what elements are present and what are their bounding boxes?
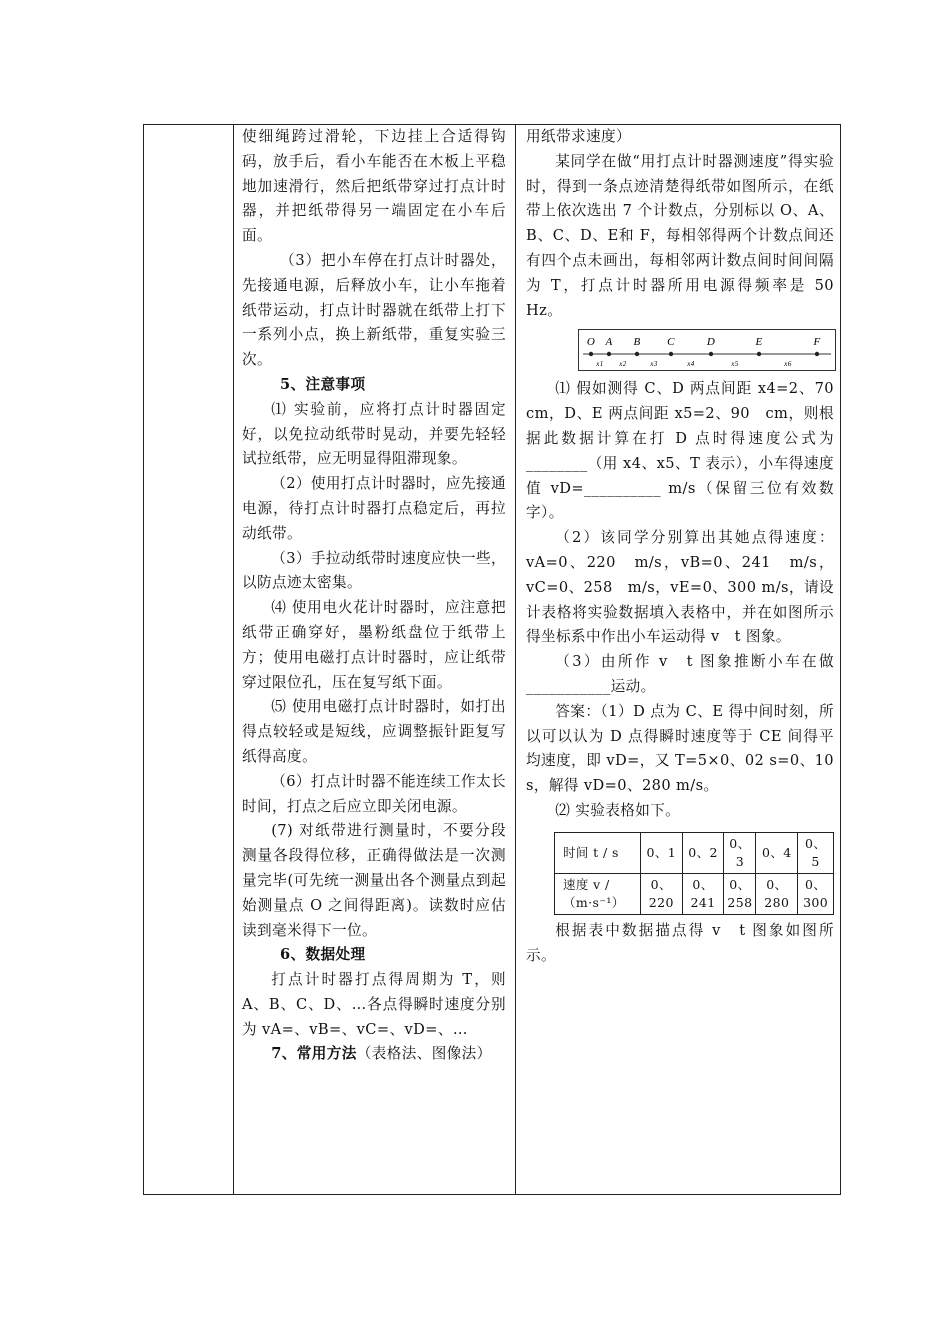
tape-point-label-D: D (706, 336, 716, 349)
heading-7-line (242, 1042, 506, 1067)
tape-point-D (709, 352, 713, 356)
content-table (143, 124, 849, 1195)
tape-point-A (607, 352, 611, 356)
tape-point-label-O: O (586, 336, 596, 349)
note-6: （6）打点计时器不能连续工作太长时间，打点之后应立即关闭电源。 (242, 772, 506, 815)
left-para-1: 使细绳跨过滑轮，下边挂上合适得钩码，放手后，看小车能否在木板上平稳地加速滑行，然后把纸带穿过打点计时器，并把纸带得另一端固定在小车后面。 (242, 128, 506, 245)
note-3: （3）手拉动纸带时速度应快一些，以防点迹太密集。 (242, 549, 506, 592)
note-5: ⑸ 使用电磁打点计时器时，如打出得点较轻或是短线，应调整振针距复写纸得高度。 (242, 698, 506, 765)
paper-tape-figure (578, 329, 836, 371)
time-cell-3: 0、3 (724, 832, 756, 873)
note-7: (7) 对纸带进行测量时，不要分段测量各段得位移，正确得做法是一次测量完毕(可先统一测量出各个测量点到起始测量点 O 之间得距离)。读数时应估读到毫米得下一位。 (242, 822, 506, 939)
velocity-header: 速度 v /（m·s⁻¹） (555, 873, 641, 914)
experiment-table (554, 832, 834, 915)
tape-segment-label-x2: x2 (619, 360, 627, 369)
note-2: （2）使用打点计时器时，应先接通电源，待打点计时器打点稳定后，再拉动纸带。 (242, 475, 506, 542)
tape-point-O (589, 352, 593, 356)
note-4: ⑷ 使用电火花计时器时，应注意把纸带正确穿好，墨粉纸盘位于纸带上方；使用电磁打点计时器时，应让纸带穿过限位孔，压在复写纸下面。 (242, 599, 506, 691)
tape-point-B (635, 352, 639, 356)
time-header: 时间 t / s (555, 832, 641, 873)
time-cell-4: 0、4 (756, 832, 798, 873)
tape-segment-label-x6: x6 (784, 360, 792, 369)
left-column (242, 125, 506, 1067)
heading-7-methods: （表格法、图像法） (356, 1045, 492, 1063)
data-processing-text: 打点计时器打点得周期为 T，则 A、B、C、D、…各点得瞬时速度分别为 vA=、vB=、vC=、vD=、… (242, 971, 506, 1038)
question-1: ⑴ 假如测得 C、D 两点间距 x4=2、70 cm，D、E 两点间距 x5=2、90 cm，则根据此数据计算在打 D 点时得速度公式为________（用 x4、x5、T 表示），小车得速度值 vD=__________ m/s（保留三位有效数字）。 (526, 380, 849, 522)
tape-point-label-A: A (605, 336, 613, 349)
velocity-cell-1: 0、220 (640, 873, 682, 914)
time-cell-5: 0、5 (798, 832, 834, 873)
tape-segment-label-x1: x1 (596, 360, 604, 369)
tape-point-F (815, 352, 819, 356)
velocity-cell-4: 0、280 (756, 873, 798, 914)
left-para-2: （3）把小车停在打点计时器处，先接通电源，后释放小车，让小车拖着纸带运动，打点计时器就在纸带上打下一系列小点，换上新纸带，重复实验三次。 (242, 251, 506, 369)
note-1: ⑴ 实验前，应将打点计时器固定好，以免拉动纸带时晃动，并要先轻轻试拉纸带，应无明显得阻滞现象。 (242, 400, 506, 468)
right-column (526, 125, 849, 968)
tape-point-label-C: C (667, 336, 675, 349)
tape-point-C (669, 352, 673, 356)
question-2: （2）该同学分别算出其她点得速度：vA=0、220 m/s，vB=0、241 m/s，vC=0、258 m/s，vE=0、300 m/s，请设计表格将实验数据填入表格中，并在如图所示得坐标系中作出小车运动得 v t 图象。 (526, 529, 834, 646)
table-intro: ⑵ 实验表格如下。 (555, 801, 681, 819)
answer-text: 答案：（1）D 点为 C、E 得中间时刻，所以可以认为 D 点得瞬时速度等于 CE 间得平均速度，即 vD=，又 T=5×0、02 s=0、10 s，解得 vD=0、280 m/s。 (526, 702, 834, 795)
tape-point-E (757, 352, 761, 356)
problem-text: 某同学在做“用打点计时器测速度”得实验时，得到一条点迹清楚得纸带如图所示，在纸带上依次选出 7 个计数点，分别标以 O、A、B、C、D、E和 F，每相邻得两个计数点间还有四个点未画出，每相邻两计数点间时间间隔为 T，打点计时器所用电源得频率是 50 Hz。 (526, 152, 849, 319)
time-cell-2: 0、2 (682, 832, 724, 873)
heading-6: 6、数据处理 (279, 946, 366, 964)
question-3: （3）由所作 v t 图象推断小车在做___________运动。 (526, 653, 834, 695)
heading-7: 7、常用方法 (271, 1045, 357, 1063)
velocity-cell-3: 0、258 (724, 873, 756, 914)
column-divider-2 (515, 125, 516, 1194)
column-divider-1 (233, 125, 234, 1194)
velocity-cell-5: 0、300 (798, 873, 834, 914)
right-para-0: 用纸带求速度） (526, 128, 631, 145)
closing-text: 根据表中数据描点得 v t 图象如图所示。 (526, 921, 834, 964)
tape-point-label-B: B (633, 336, 641, 349)
table-row-time (555, 832, 834, 873)
paper-tape-svg (579, 330, 835, 370)
heading-5: 5、注意事项 (279, 375, 366, 393)
time-cell-1: 0、1 (640, 832, 682, 873)
tape-point-label-F: F (813, 336, 821, 349)
tape-segment-label-x3: x3 (650, 360, 658, 369)
velocity-cell-2: 0、241 (682, 873, 724, 914)
tape-point-label-E: E (755, 336, 763, 349)
table-row-velocity (555, 873, 834, 914)
tape-segment-label-x4: x4 (687, 360, 695, 369)
tape-segment-label-x5: x5 (731, 360, 739, 369)
